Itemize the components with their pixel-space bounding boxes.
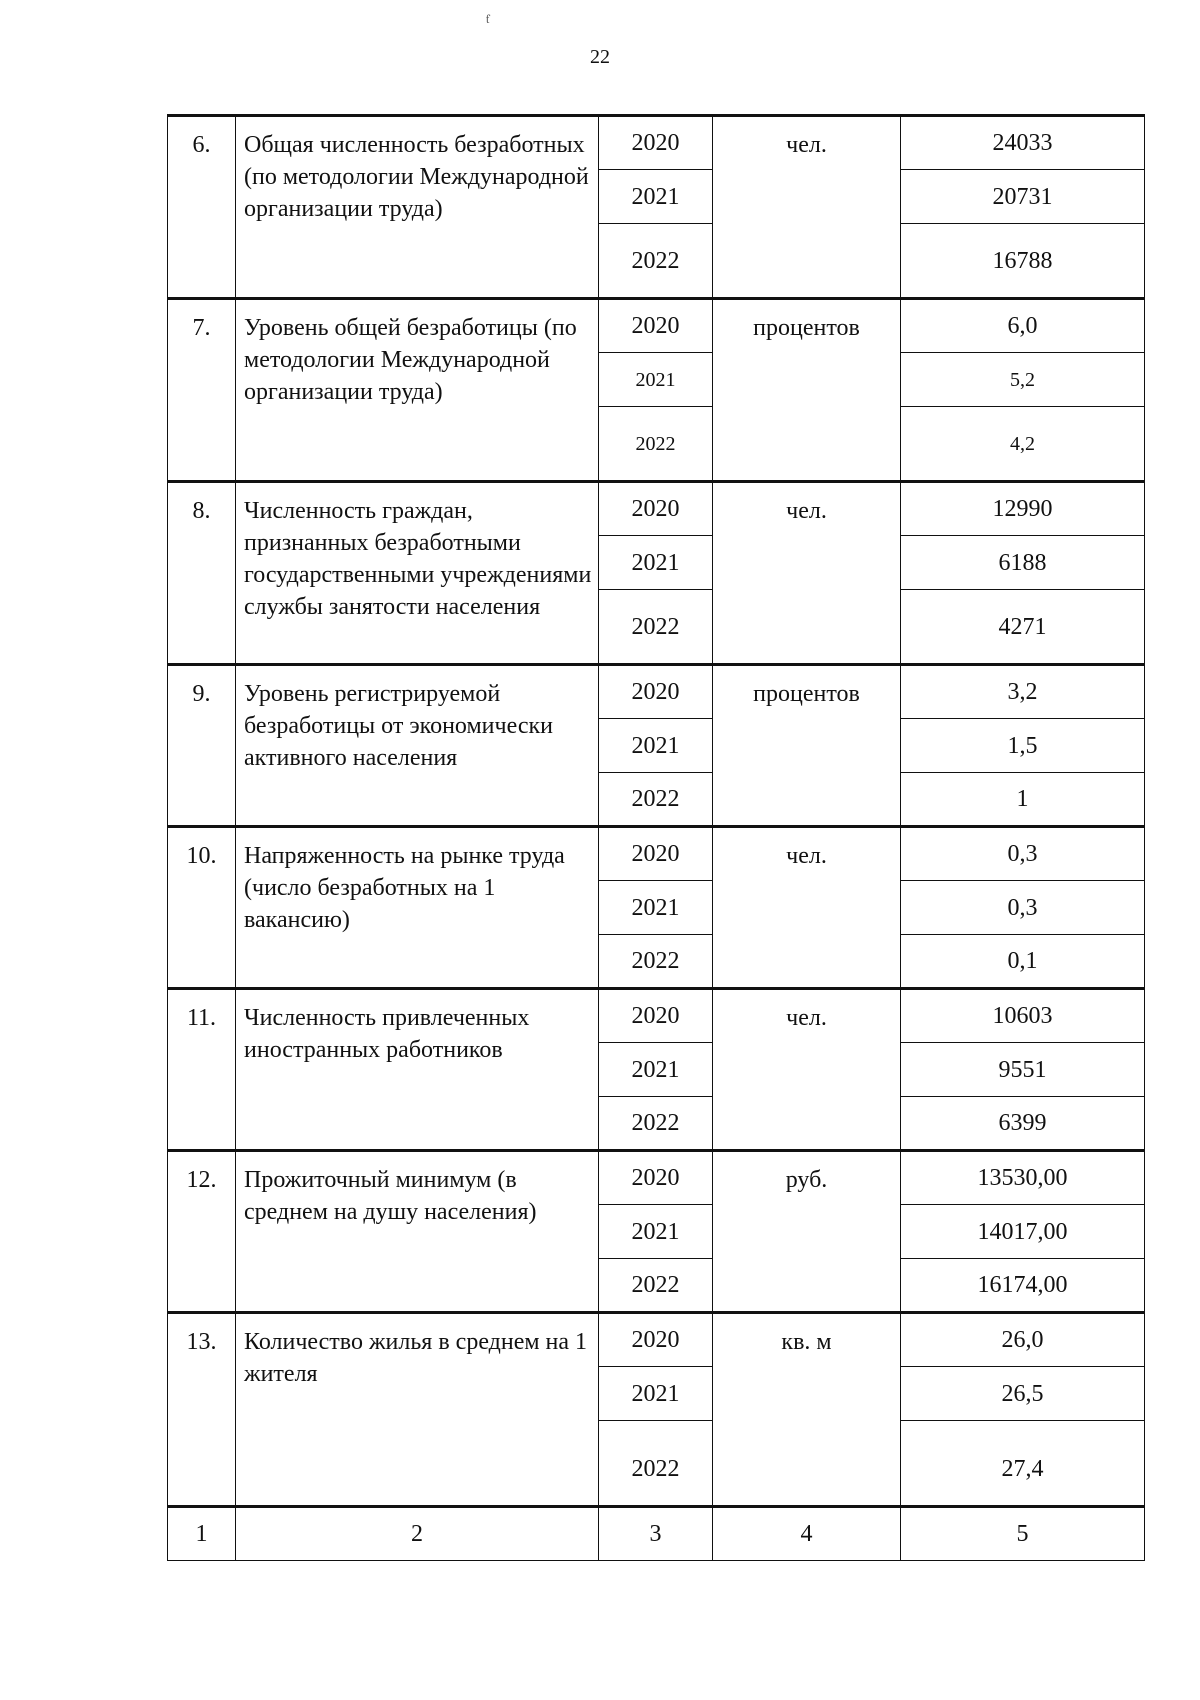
indicator-name: Численность граждан, признанных безработными государственными учреждениями службы занятости населения <box>236 482 599 665</box>
year-cell: 2021 <box>599 881 713 935</box>
row-number: 13. <box>168 1313 236 1507</box>
table-row <box>168 827 1145 881</box>
year-cell: 2020 <box>599 1151 713 1205</box>
value-cell: 6399 <box>901 1097 1145 1151</box>
year-cell: 2022 <box>599 1097 713 1151</box>
table-row <box>168 299 1145 353</box>
value-cell: 0,3 <box>901 881 1145 935</box>
year-cell: 2022 <box>599 935 713 989</box>
table-row <box>168 989 1145 1043</box>
year-cell: 2021 <box>599 1043 713 1097</box>
unit-cell: чел. <box>713 482 901 665</box>
unit-cell: чел. <box>713 989 901 1151</box>
table-row <box>168 1151 1145 1205</box>
year-cell: 2020 <box>599 827 713 881</box>
indicator-name: Количество жилья в среднем на 1 жителя <box>236 1313 599 1507</box>
value-cell: 16788 <box>901 224 1145 299</box>
year-cell: 2021 <box>599 536 713 590</box>
value-cell: 6,0 <box>901 299 1145 353</box>
year-cell: 2021 <box>599 1205 713 1259</box>
year-cell: 2021 <box>599 1367 713 1421</box>
indicator-name: Уровень регистрируемой безработицы от экономически активного населения <box>236 665 599 827</box>
row-number: 6. <box>168 116 236 299</box>
year-cell: 2020 <box>599 116 713 170</box>
year-cell: 2022 <box>599 590 713 665</box>
value-cell: 12990 <box>901 482 1145 536</box>
unit-cell: руб. <box>713 1151 901 1313</box>
table-row <box>168 665 1145 719</box>
value-cell: 1,5 <box>901 719 1145 773</box>
value-cell: 27,4 <box>901 1421 1145 1507</box>
value-cell: 26,0 <box>901 1313 1145 1367</box>
indicator-name: Напряженность на рынке труда (число безработных на 1 вакансию) <box>236 827 599 989</box>
page-number: 22 <box>590 46 610 68</box>
unit-cell: процентов <box>713 665 901 827</box>
year-cell: 2020 <box>599 665 713 719</box>
row-number: 11. <box>168 989 236 1151</box>
year-cell: 2022 <box>599 407 713 482</box>
year-cell: 2020 <box>599 989 713 1043</box>
value-cell: 20731 <box>901 170 1145 224</box>
unit-cell: чел. <box>713 116 901 299</box>
value-cell: 13530,00 <box>901 1151 1145 1205</box>
table-row <box>168 1313 1145 1367</box>
year-cell: 2020 <box>599 482 713 536</box>
value-cell: 4271 <box>901 590 1145 665</box>
value-cell: 6188 <box>901 536 1145 590</box>
row-number: 12. <box>168 1151 236 1313</box>
indicator-name: Общая численность безработных (по методологии Международной организации труда) <box>236 116 599 299</box>
row-number: 9. <box>168 665 236 827</box>
year-cell: 2022 <box>599 1421 713 1507</box>
scan-mark: ƭ <box>486 12 490 26</box>
year-cell: 2020 <box>599 1313 713 1367</box>
year-cell: 2022 <box>599 1259 713 1313</box>
unit-cell: процентов <box>713 299 901 482</box>
column-number: 4 <box>713 1507 901 1561</box>
value-cell: 0,3 <box>901 827 1145 881</box>
value-cell: 1 <box>901 773 1145 827</box>
column-number: 2 <box>236 1507 599 1561</box>
value-cell: 0,1 <box>901 935 1145 989</box>
year-cell: 2022 <box>599 224 713 299</box>
value-cell: 16174,00 <box>901 1259 1145 1313</box>
column-number: 1 <box>168 1507 236 1561</box>
value-cell: 10603 <box>901 989 1145 1043</box>
year-cell: 2020 <box>599 299 713 353</box>
column-numbers-row <box>168 1507 1145 1561</box>
value-cell: 26,5 <box>901 1367 1145 1421</box>
column-number: 5 <box>901 1507 1145 1561</box>
column-number: 3 <box>599 1507 713 1561</box>
row-number: 8. <box>168 482 236 665</box>
table-row <box>168 482 1145 536</box>
year-cell: 2021 <box>599 170 713 224</box>
indicator-name: Прожиточный минимум (в среднем на душу населения) <box>236 1151 599 1313</box>
value-cell: 9551 <box>901 1043 1145 1097</box>
row-number: 10. <box>168 827 236 989</box>
value-cell: 4,2 <box>901 407 1145 482</box>
row-number: 7. <box>168 299 236 482</box>
indicator-name: Численность привлеченных иностранных работников <box>236 989 599 1151</box>
table-row <box>168 116 1145 170</box>
indicators-table <box>167 114 1145 1561</box>
value-cell: 24033 <box>901 116 1145 170</box>
value-cell: 3,2 <box>901 665 1145 719</box>
year-cell: 2021 <box>599 719 713 773</box>
unit-cell: кв. м <box>713 1313 901 1507</box>
year-cell: 2021 <box>599 353 713 407</box>
unit-cell: чел. <box>713 827 901 989</box>
year-cell: 2022 <box>599 773 713 827</box>
value-cell: 14017,00 <box>901 1205 1145 1259</box>
value-cell: 5,2 <box>901 353 1145 407</box>
indicator-name: Уровень общей безработицы (по методологии Международной организации труда) <box>236 299 599 482</box>
